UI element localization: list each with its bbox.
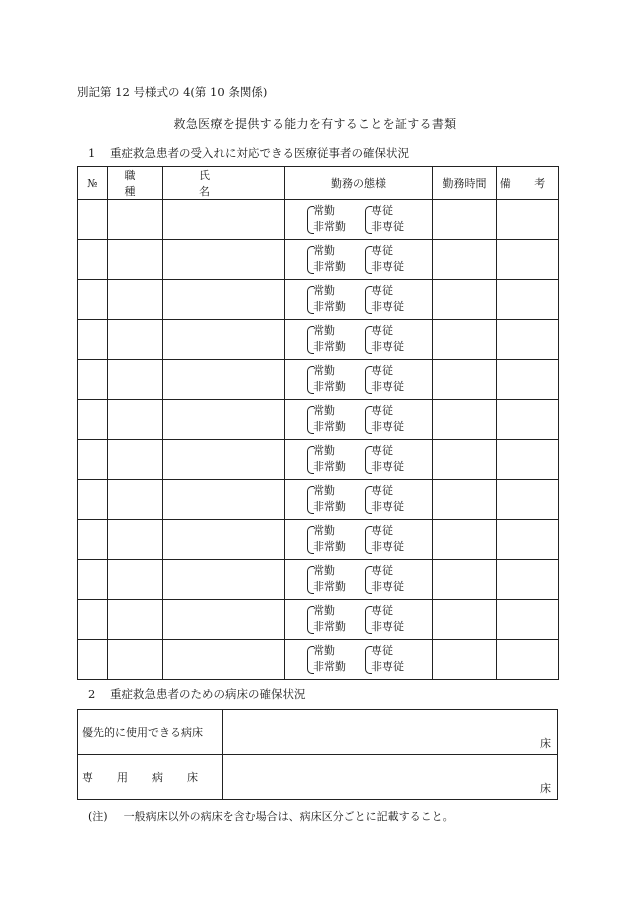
option-full-time[interactable]: 常勤 [313, 284, 335, 297]
table-row [78, 480, 559, 520]
cell-no[interactable] [78, 480, 108, 520]
cell-job[interactable] [108, 280, 163, 320]
cell-no[interactable] [78, 600, 108, 640]
cell-employment [285, 640, 433, 680]
cell-job[interactable] [108, 600, 163, 640]
cell-remarks[interactable] [497, 440, 559, 480]
cell-no[interactable] [78, 640, 108, 680]
option-part-time[interactable]: 非常勤 [313, 620, 346, 633]
cell-employment [285, 240, 433, 280]
cell-job[interactable] [108, 560, 163, 600]
cell-job[interactable] [108, 640, 163, 680]
option-non-dedicated[interactable]: 非専従 [371, 540, 404, 553]
table-row [78, 440, 559, 480]
cell-job[interactable] [108, 360, 163, 400]
cell-employment [285, 520, 433, 560]
option-full-time[interactable]: 常勤 [313, 524, 335, 537]
employment-type-selector [285, 400, 432, 439]
cell-no[interactable] [78, 360, 108, 400]
option-part-time[interactable]: 非常勤 [313, 580, 346, 593]
cell-employment [285, 320, 433, 360]
cell-hours[interactable] [433, 440, 497, 480]
employment-type-selector [285, 320, 432, 359]
cell-no[interactable] [78, 520, 108, 560]
cell-remarks[interactable] [497, 240, 559, 280]
option-dedicated[interactable]: 専従 [371, 204, 393, 217]
option-full-time[interactable]: 常勤 [313, 604, 335, 617]
cell-remarks[interactable] [497, 320, 559, 360]
cell-name[interactable] [163, 520, 285, 560]
option-dedicated[interactable]: 専従 [371, 604, 393, 617]
option-full-time[interactable]: 常勤 [313, 484, 335, 497]
col-header-remarks: 備 考 [497, 167, 559, 200]
beds-input-dedicated[interactable] [223, 755, 558, 800]
cell-remarks[interactable] [497, 360, 559, 400]
option-dedicated[interactable]: 専従 [371, 644, 393, 657]
option-part-time[interactable]: 非常勤 [313, 380, 346, 393]
option-full-time[interactable]: 常勤 [313, 444, 335, 457]
cell-name[interactable] [163, 240, 285, 280]
employment-type-selector [285, 480, 432, 519]
option-part-time[interactable]: 非常勤 [313, 460, 346, 473]
col-header-name: 氏 名 [163, 167, 285, 200]
cell-employment [285, 560, 433, 600]
cell-job[interactable] [108, 400, 163, 440]
table-row [78, 600, 559, 640]
cell-name[interactable] [163, 400, 285, 440]
cell-hours[interactable] [433, 520, 497, 560]
employment-type-selector [285, 520, 432, 559]
table-row [78, 200, 559, 240]
footnote-prefix: (注) [88, 810, 108, 823]
section2-title: 重症救急患者のための病床の確保状況 [110, 687, 306, 701]
cell-hours[interactable] [433, 480, 497, 520]
cell-job[interactable] [108, 200, 163, 240]
table-row [78, 560, 559, 600]
section1-number: 1 [88, 146, 96, 160]
document-title: 救急医療を提供する能力を有することを証する書類 [173, 117, 457, 131]
option-part-time[interactable]: 非常勤 [313, 540, 346, 553]
cell-no[interactable] [78, 320, 108, 360]
option-full-time[interactable]: 常勤 [313, 404, 335, 417]
option-part-time[interactable]: 非常勤 [313, 300, 346, 313]
cell-job[interactable] [108, 520, 163, 560]
beds-label-dedicated: 専用病床 [78, 755, 223, 800]
form-number: 別記第 12 号様式の 4(第 10 条関係) [77, 85, 268, 99]
employment-type-selector [285, 280, 432, 319]
cell-no[interactable] [78, 200, 108, 240]
option-non-dedicated[interactable]: 非専従 [371, 220, 404, 233]
beds-unit: 床 [540, 737, 551, 750]
cell-name[interactable] [163, 480, 285, 520]
cell-hours[interactable] [433, 400, 497, 440]
cell-hours[interactable] [433, 560, 497, 600]
cell-no[interactable] [78, 400, 108, 440]
table-row [78, 520, 559, 560]
cell-employment [285, 480, 433, 520]
option-full-time[interactable]: 常勤 [313, 244, 335, 257]
col-header-hours: 勤務時間 [433, 167, 497, 200]
cell-job[interactable] [108, 440, 163, 480]
section1-heading [88, 145, 409, 161]
cell-remarks[interactable] [497, 520, 559, 560]
section2-number: 2 [88, 687, 96, 701]
cell-employment [285, 440, 433, 480]
option-non-dedicated[interactable]: 非専従 [371, 340, 404, 353]
cell-no[interactable] [78, 440, 108, 480]
cell-name[interactable] [163, 200, 285, 240]
beds-row-dedicated [78, 755, 558, 800]
cell-employment [285, 360, 433, 400]
employment-type-selector [285, 600, 432, 639]
option-full-time[interactable]: 常勤 [313, 364, 335, 377]
beds-row-priority [78, 710, 558, 755]
option-part-time[interactable]: 非常勤 [313, 220, 346, 233]
cell-hours[interactable] [433, 360, 497, 400]
cell-employment [285, 400, 433, 440]
table-row [78, 320, 559, 360]
cell-remarks[interactable] [497, 600, 559, 640]
cell-name[interactable] [163, 360, 285, 400]
option-full-time[interactable]: 常勤 [313, 324, 335, 337]
cell-job[interactable] [108, 240, 163, 280]
cell-no[interactable] [78, 240, 108, 280]
option-non-dedicated[interactable]: 非専従 [371, 500, 404, 513]
col-header-employment: 勤務の態様 [285, 167, 433, 200]
cell-name[interactable] [163, 320, 285, 360]
section2-heading [88, 686, 306, 702]
option-non-dedicated[interactable]: 非専従 [371, 300, 404, 313]
cell-hours[interactable] [433, 280, 497, 320]
cell-remarks[interactable] [497, 640, 559, 680]
cell-name[interactable] [163, 280, 285, 320]
cell-remarks[interactable] [497, 200, 559, 240]
option-dedicated[interactable]: 専従 [371, 244, 393, 257]
cell-job[interactable] [108, 480, 163, 520]
cell-remarks[interactable] [497, 560, 559, 600]
cell-name[interactable] [163, 640, 285, 680]
option-dedicated[interactable]: 専従 [371, 284, 393, 297]
option-part-time[interactable]: 非常勤 [313, 420, 346, 433]
col-header-job: 職 種 [108, 167, 163, 200]
employment-type-selector [285, 200, 432, 239]
cell-employment [285, 200, 433, 240]
table-row [78, 360, 559, 400]
option-non-dedicated[interactable]: 非専従 [371, 580, 404, 593]
option-dedicated[interactable]: 専従 [371, 564, 393, 577]
option-part-time[interactable]: 非常勤 [313, 500, 346, 513]
table-row [78, 640, 559, 680]
option-dedicated[interactable]: 専従 [371, 324, 393, 337]
cell-hours[interactable] [433, 640, 497, 680]
option-non-dedicated[interactable]: 非専従 [371, 660, 404, 673]
cell-remarks[interactable] [497, 480, 559, 520]
cell-employment [285, 600, 433, 640]
option-non-dedicated[interactable]: 非専従 [371, 260, 404, 273]
employment-type-selector [285, 440, 432, 479]
employment-type-selector [285, 640, 432, 679]
cell-hours[interactable] [433, 240, 497, 280]
beds-input-priority[interactable] [223, 710, 558, 755]
option-dedicated[interactable]: 専従 [371, 364, 393, 377]
option-full-time[interactable]: 常勤 [313, 564, 335, 577]
option-part-time[interactable]: 非常勤 [313, 340, 346, 353]
option-dedicated[interactable]: 専従 [371, 444, 393, 457]
employment-type-selector [285, 360, 432, 399]
col-header-no: № [78, 167, 108, 200]
option-non-dedicated[interactable]: 非専従 [371, 620, 404, 633]
table-row [78, 400, 559, 440]
cell-employment [285, 280, 433, 320]
option-part-time[interactable]: 非常勤 [313, 660, 346, 673]
cell-no[interactable] [78, 560, 108, 600]
table-row [78, 240, 559, 280]
option-full-time[interactable]: 常勤 [313, 204, 335, 217]
cell-remarks[interactable] [497, 400, 559, 440]
option-full-time[interactable]: 常勤 [313, 644, 335, 657]
cell-remarks[interactable] [497, 280, 559, 320]
employment-type-selector [285, 560, 432, 599]
beds-table [77, 709, 558, 800]
footnote [88, 808, 454, 824]
cell-name[interactable] [163, 560, 285, 600]
employment-type-selector [285, 240, 432, 279]
cell-name[interactable] [163, 440, 285, 480]
cell-hours[interactable] [433, 320, 497, 360]
option-non-dedicated[interactable]: 非専従 [371, 420, 404, 433]
table-row [78, 280, 559, 320]
option-dedicated[interactable]: 専従 [371, 524, 393, 537]
option-dedicated[interactable]: 専従 [371, 484, 393, 497]
option-non-dedicated[interactable]: 非専従 [371, 380, 404, 393]
option-part-time[interactable]: 非常勤 [313, 260, 346, 273]
staff-table [77, 166, 559, 680]
beds-label-priority: 優先的に使用できる病床 [78, 710, 223, 755]
option-dedicated[interactable]: 専従 [371, 404, 393, 417]
cell-hours[interactable] [433, 200, 497, 240]
cell-no[interactable] [78, 280, 108, 320]
option-non-dedicated[interactable]: 非専従 [371, 460, 404, 473]
staff-table-header [78, 167, 559, 200]
cell-job[interactable] [108, 320, 163, 360]
beds-unit: 床 [540, 782, 551, 795]
cell-hours[interactable] [433, 600, 497, 640]
section1-title: 重症救急患者の受入れに対応できる医療従事者の確保状況 [110, 146, 409, 160]
footnote-text: 一般病床以外の病床を含む場合は、病床区分ごとに記載すること。 [123, 810, 454, 823]
cell-name[interactable] [163, 600, 285, 640]
